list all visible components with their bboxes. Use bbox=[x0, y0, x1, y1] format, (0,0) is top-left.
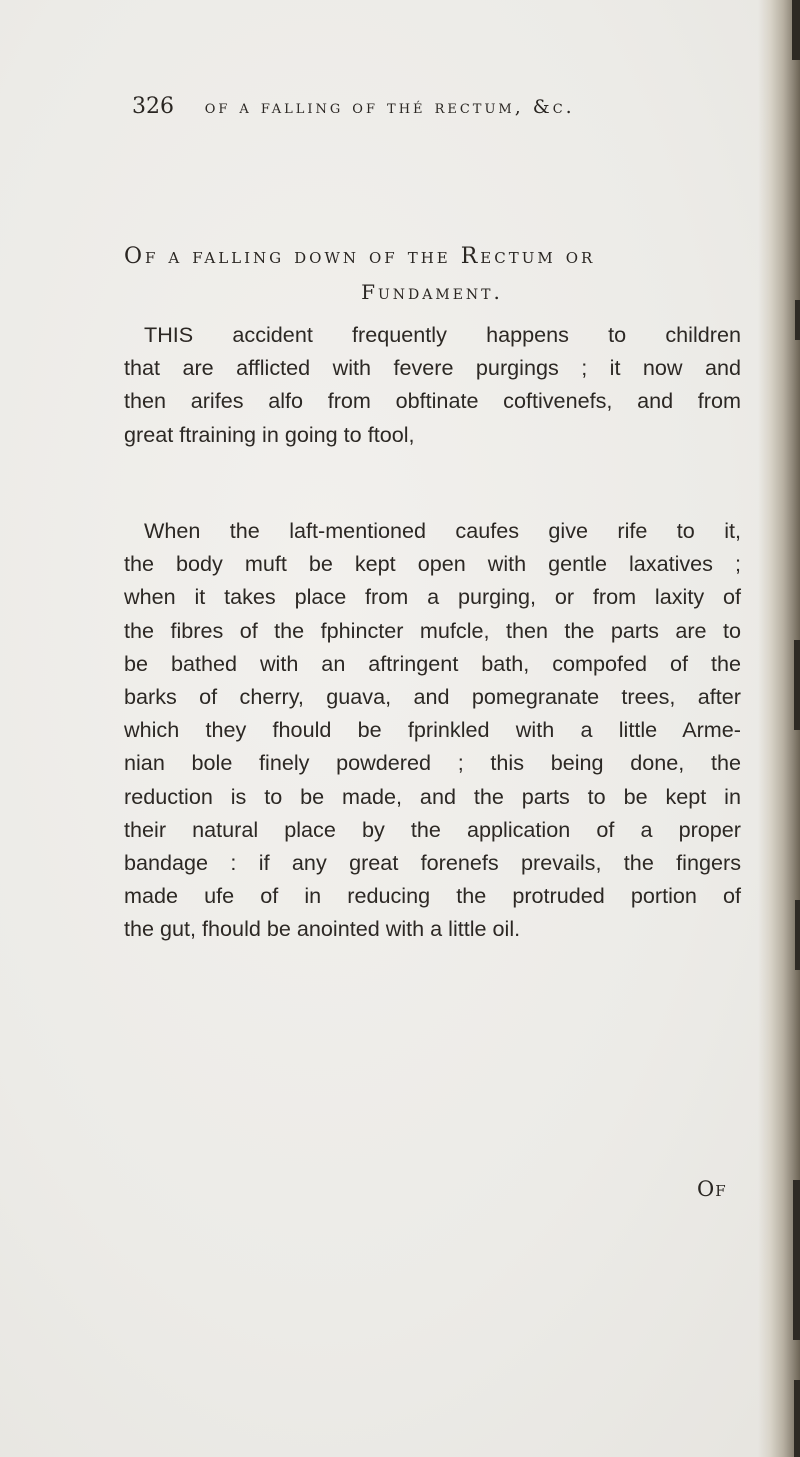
text-line: be bathed with an aftringent bath, compofed of the bbox=[124, 650, 741, 676]
paragraph-1 bbox=[124, 318, 741, 451]
text-line: that are afflicted with fevere purgings ; it now and bbox=[124, 355, 741, 381]
text-line: reduction is to be made, and the parts to be kept in bbox=[124, 783, 741, 809]
text-line: their natural place by the application of a proper bbox=[124, 816, 741, 842]
text-line: barks of cherry, guava, and pomegranate trees, after bbox=[124, 684, 741, 710]
text-line: which they fhould be fprinkled with a little Arme- bbox=[124, 717, 741, 743]
text-line: the fibres of the fphincter mufcle, then the parts are to bbox=[124, 617, 741, 643]
running-title: of a falling of thé rectum, &c. bbox=[204, 96, 575, 118]
text-line: when it takes place from a purging, or from laxity of bbox=[124, 584, 741, 610]
text-line: made ufe of in reducing the protruded portion of bbox=[124, 883, 741, 909]
text-line: the gut, fhould be anointed with a little oil. bbox=[124, 916, 521, 942]
text-line: When the laft-mentioned caufes give rife to it, bbox=[144, 518, 741, 543]
page-number: 326 bbox=[132, 94, 174, 119]
paragraph-2 bbox=[124, 514, 741, 946]
catchword: Of bbox=[697, 1177, 727, 1201]
text-line: great ftraining in going to ftool, bbox=[124, 421, 415, 447]
section-heading-line-2: Fundament. bbox=[361, 280, 503, 304]
page-binding-edge bbox=[758, 0, 800, 1457]
running-head bbox=[132, 94, 692, 119]
text-line: THIS accident frequently happens to children bbox=[144, 322, 741, 347]
text-line: then arifes alfo from obftinate coftivenefs, and from bbox=[124, 388, 741, 414]
text-line: the body muft be kept open with gentle laxatives ; bbox=[124, 551, 741, 577]
text-line: bandage : if any great forenefs prevails, the fingers bbox=[124, 850, 741, 876]
section-heading-line-1: Of a falling down of the Rectum or bbox=[124, 244, 596, 269]
text-line: nian bole finely powdered ; this being done, the bbox=[124, 750, 741, 776]
